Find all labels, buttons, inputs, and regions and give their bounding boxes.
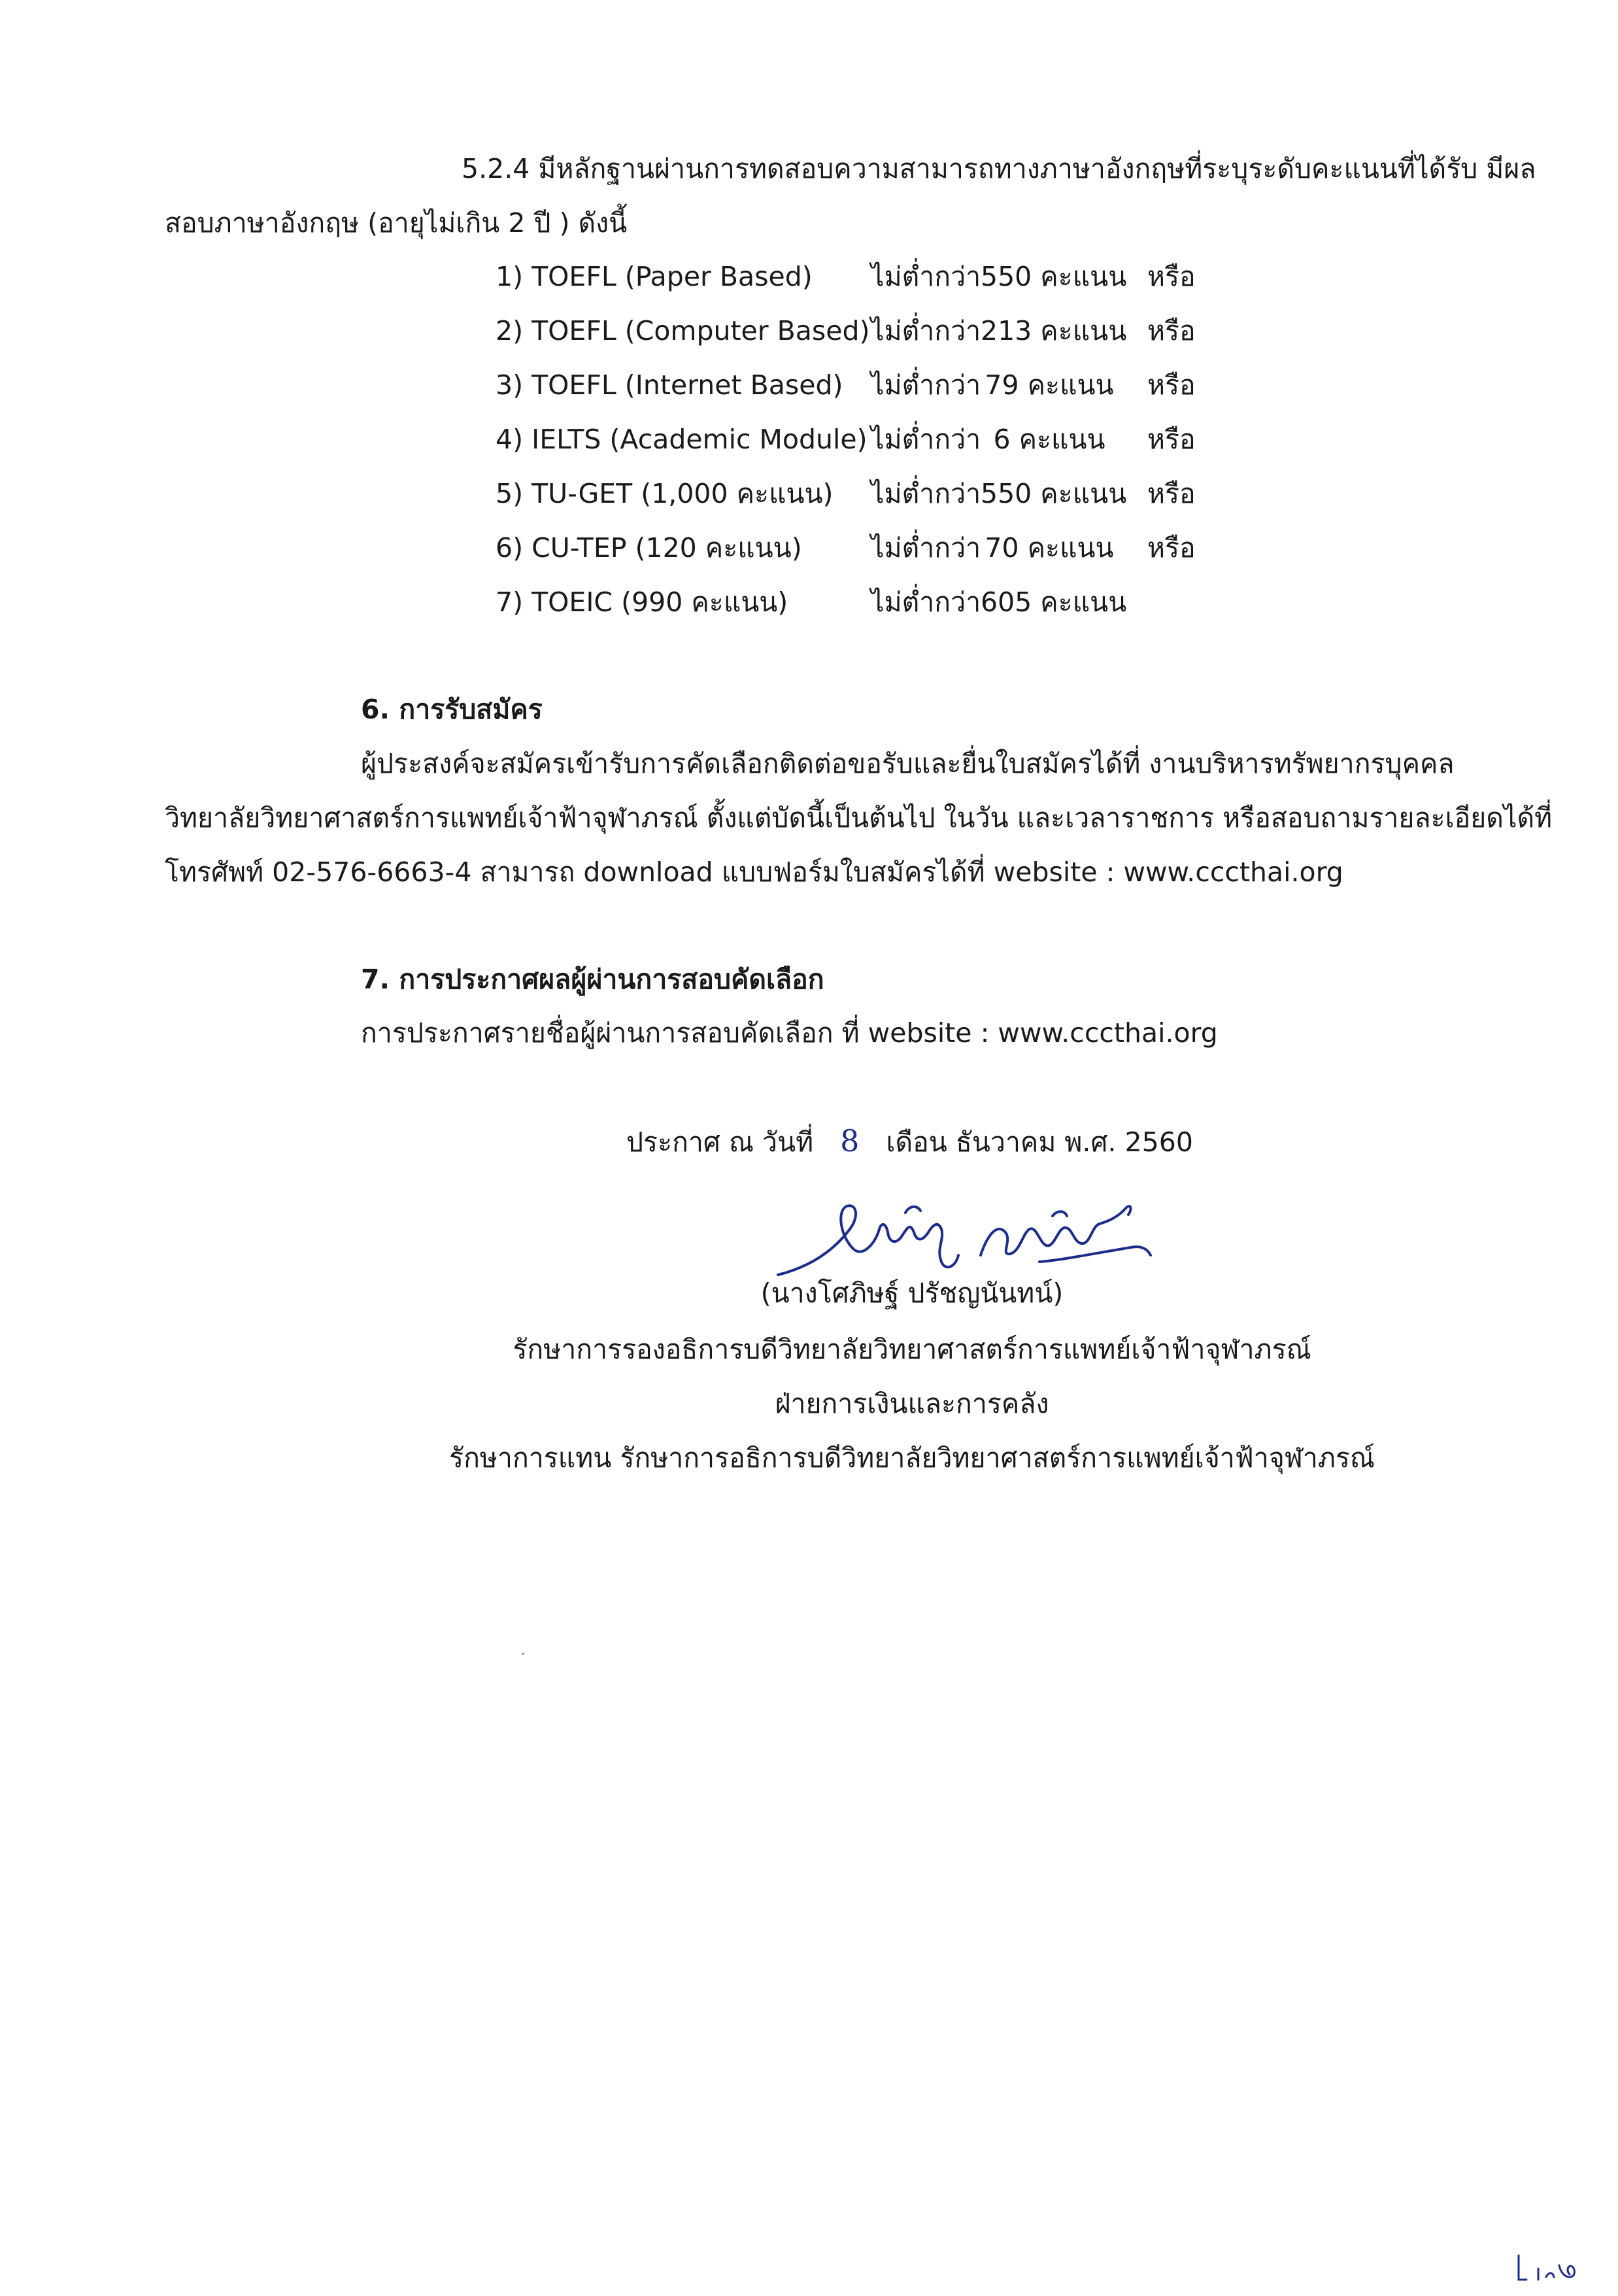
announcement-day: 8 <box>840 1123 860 1158</box>
announcement-suffix: เดือน ธันวาคม พ.ศ. 2560 <box>886 1126 1193 1158</box>
announcement-prefix: ประกาศ ณ วันที่ <box>626 1126 814 1158</box>
test-score: 550 คะแนน <box>981 261 1127 292</box>
signatory-title-1: รักษาการรองอธิการบดีวิทยาลัยวิทยาศาสตร์การแพทย์เจ้าฟ้าจุฬาภรณ์ <box>513 1334 1311 1365</box>
test-requirement: ไม่ต่ำกว่า <box>871 315 981 346</box>
section-7-heading: 7. การประกาศผลผู้ผ่านการสอบคัดเลือก <box>361 964 824 995</box>
section-7-line1: การประกาศรายชื่อผู้ผ่านการสอบคัดเลือก ที่ website : www.cccthai.org <box>361 1017 1218 1049</box>
test-name: 5) TU-GET (1,000 คะแนน) <box>496 478 834 509</box>
test-name: 7) TOEIC (990 คะแนน) <box>496 586 788 618</box>
test-requirement: ไม่ต่ำกว่า <box>871 369 981 401</box>
test-requirement: ไม่ต่ำกว่า <box>871 261 981 292</box>
test-score: 70 คะแนน <box>985 532 1114 564</box>
test-requirement: ไม่ต่ำกว่า <box>871 424 981 455</box>
test-requirement: ไม่ต่ำกว่า <box>871 532 981 564</box>
test-connector: หรือ <box>1147 478 1196 509</box>
test-score: 79 คะแนน <box>985 369 1114 401</box>
test-score: 6 คะแนน <box>993 424 1105 455</box>
test-name: 1) TOEFL (Paper Based) <box>496 261 813 292</box>
corner-handwritten-mark <box>1513 2252 1585 2285</box>
section-6-line2: วิทยาลัยวิทยาศาสตร์การแพทย์เจ้าฟ้าจุฬาภรณ์ ตั้งแต่บัดนี้เป็นต้นไป ในวัน และเวลาราชการ หรือสอบถามรายละเอียดได้ที่ <box>165 802 1553 834</box>
test-name: 2) TOEFL (Computer Based) <box>496 315 870 346</box>
test-requirement: ไม่ต่ำกว่า <box>871 478 981 509</box>
test-name: 4) IELTS (Academic Module) <box>496 424 868 455</box>
test-connector: หรือ <box>1147 424 1196 455</box>
section-6-line1: ผู้ประสงค์จะสมัครเข้ารับการคัดเลือกติดต่อขอรับและยื่นใบสมัครได้ที่ งานบริหารทรัพยากรบุคคล <box>361 748 1455 779</box>
test-name: 6) CU-TEP (120 คะแนน) <box>496 532 802 564</box>
test-connector: หรือ <box>1147 532 1196 564</box>
test-requirement: ไม่ต่ำกว่า <box>871 586 981 618</box>
section-5-2-4-line1: 5.2.4 มีหลักฐานผ่านการทดสอบความสามารถทางภาษาอังกฤษที่ระบุระดับคะแนนที่ได้รับ มีผล <box>462 153 1536 184</box>
test-score: 213 คะแนน <box>981 315 1127 346</box>
signatory-title-2: ฝ่ายการเงินและการคลัง <box>775 1388 1049 1419</box>
test-connector: หรือ <box>1147 261 1196 292</box>
signatory-title-3: รักษาการแทน รักษาการอธิการบดีวิทยาลัยวิทยาศาสตร์การแพทย์เจ้าฟ้าจุฬาภรณ์ <box>449 1442 1375 1474</box>
signatory-name: (นางโศภิษฐ์ ปรัชญนันทน์) <box>760 1277 1064 1309</box>
test-score: 550 คะแนน <box>981 478 1127 509</box>
section-6-line3: โทรศัพท์ 02-576-6663-4 สามารถ download แบบฟอร์มใบสมัครได้ที่ website : www.cccthai.org <box>165 856 1343 888</box>
test-connector: หรือ <box>1147 315 1196 346</box>
announcement-date <box>626 1121 1193 1162</box>
section-5-2-4-line2: สอบภาษาอังกฤษ (อายุไม่เกิน 2 ปี ) ดังนี้ <box>165 207 628 239</box>
test-connector: หรือ <box>1147 369 1196 401</box>
scan-speck <box>522 1653 524 1655</box>
test-name: 3) TOEFL (Internet Based) <box>496 369 843 401</box>
section-6-heading: 6. การรับสมัคร <box>361 694 543 725</box>
test-score: 605 คะแนน <box>981 586 1127 618</box>
